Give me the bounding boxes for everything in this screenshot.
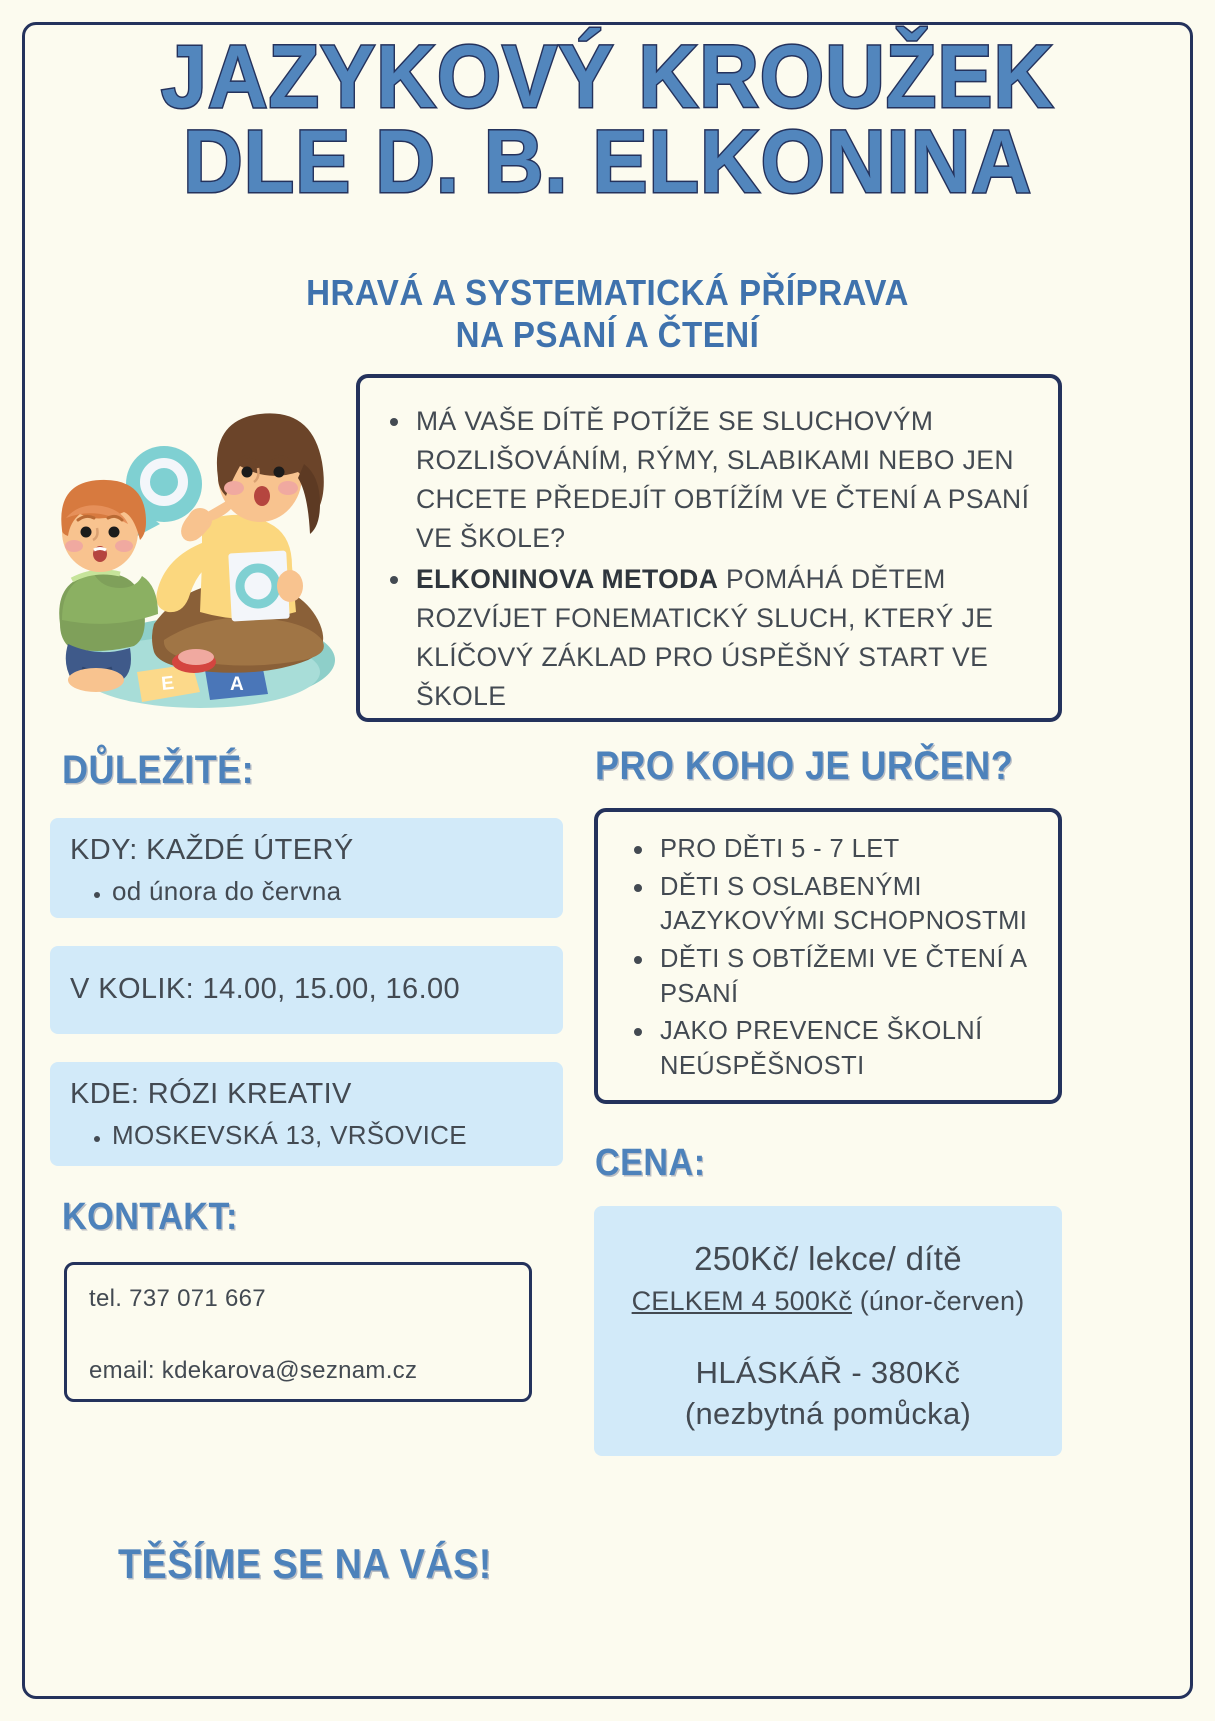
price-per-lesson: 250Kč/ lekce/ dítě xyxy=(694,1240,962,1277)
important-heading: DŮLEŽITÉ: xyxy=(62,748,255,792)
price-tool-line-1: HLÁSKÁŘ - 380Kč xyxy=(695,1355,961,1390)
audience-list xyxy=(598,812,1058,1084)
audience-item-2: DĚTI S OSLABENÝMI JAZYKOVÝMI SCHOPNOSTMI xyxy=(660,870,1042,939)
price-tool-line-2: (nezbytná pomůcka) xyxy=(684,1395,972,1431)
contact-heading: KONTAKT: xyxy=(62,1196,238,1238)
svg-text:E: E xyxy=(160,672,176,695)
intro-bullet-list xyxy=(360,378,1058,716)
location-detail-list xyxy=(70,1118,545,1153)
when-info-box xyxy=(50,818,563,918)
intro-text-box xyxy=(356,374,1062,722)
intro-bullet-2-text: POMÁHÁ DĚTEM ROZVÍJET FONEMATICKÝ SLUCH, KTERÝ JE KLÍČOVÝ ZÁKLAD PRO ÚSPĚŠNÝ START VE ŠKOLE xyxy=(416,563,994,711)
contact-phone[interactable]: tel. 737 071 667 xyxy=(89,1285,266,1312)
price-box xyxy=(594,1206,1062,1456)
audience-heading: PRO KOHO JE URČEN? xyxy=(595,744,1014,788)
teacher-and-child-illustration xyxy=(42,372,352,712)
location-info-box xyxy=(50,1062,563,1166)
intro-bullet-1 xyxy=(416,402,1032,558)
poster-subtitle xyxy=(49,272,1167,356)
title-line-1: JAZYKOVÝ KROUŽEK xyxy=(160,26,1055,126)
svg-text:A: A xyxy=(230,674,244,695)
price-total-line xyxy=(604,1286,1052,1317)
audience-item-1: PRO DĚTI 5 - 7 LET xyxy=(660,832,1042,867)
audience-item-4: JAKO PREVENCE ŠKOLNÍ NEÚSPĚŠNOSTI xyxy=(660,1014,1042,1083)
location-lead: KDE: RÓZI KREATIV xyxy=(70,1078,352,1110)
subtitle-line-2: NA PSANÍ A ČTENÍ xyxy=(455,313,760,355)
contact-box xyxy=(64,1262,532,1402)
closing-message: TĚŠÍME SE NA VÁS! xyxy=(118,1540,492,1587)
intro-bullet-2 xyxy=(416,560,1032,716)
price-spacer xyxy=(604,1317,1052,1353)
price-heading: CENA: xyxy=(595,1142,706,1184)
audience-item-3: DĚTI S OBTÍŽEMI VE ČTENÍ A PSANÍ xyxy=(660,942,1042,1011)
contact-email[interactable]: email: kdekarova@seznam.cz xyxy=(89,1357,418,1384)
intro-bullet-1-text: MÁ VAŠE DÍTĚ POTÍŽE SE SLUCHOVÝM ROZLIŠOVÁNÍM, RÝMY, SLABIKAMI NEBO JEN CHCETE PŘEDEJÍT OBTÍŽÍM VE ČTENÍ A PSANÍ VE ŠKOLE? xyxy=(416,406,1030,553)
intro-bullet-2-bold: ELKONINOVA METODA xyxy=(416,563,719,594)
title-line-2: DLE D. B. ELKONINA xyxy=(182,111,1033,212)
when-detail-list xyxy=(70,874,545,909)
when-detail: • od února do června xyxy=(112,874,545,909)
price-total-period: (únor-červen) xyxy=(852,1286,1025,1316)
location-address: • MOSKEVSKÁ 13, VRŠOVICE xyxy=(112,1118,545,1153)
subtitle-line-1: HRAVÁ A SYSTEMATICKÁ PŘÍPRAVA xyxy=(306,272,909,313)
when-lead: KDY: KAŽDÉ ÚTERÝ xyxy=(70,834,354,866)
price-total-amount: CELKEM 4 500Kč xyxy=(631,1286,853,1316)
audience-box xyxy=(594,808,1062,1104)
time-lead: V KOLIK: 14.00, 15.00, 16.00 xyxy=(70,973,461,1006)
time-info-box xyxy=(50,946,563,1034)
poster-title xyxy=(0,26,1215,212)
